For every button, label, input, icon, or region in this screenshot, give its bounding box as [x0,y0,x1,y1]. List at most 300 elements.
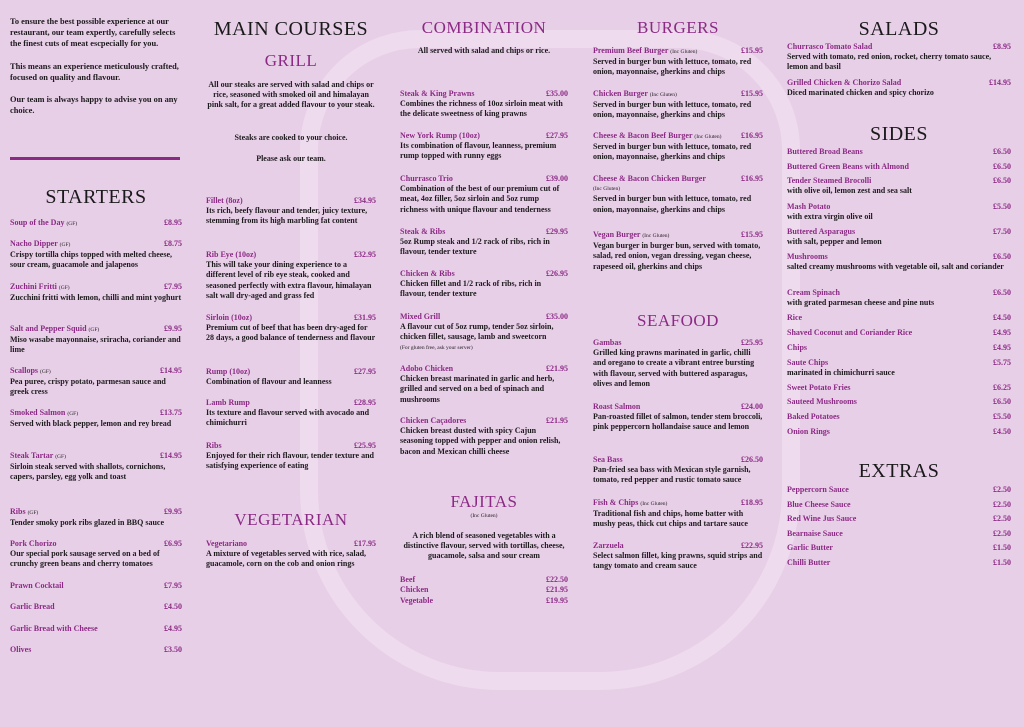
menu-item-row [787,529,1011,539]
menu-item-note: (GF) [55,454,66,460]
menu-item-row [787,500,1011,510]
menu-item-title [10,366,51,377]
column-intro-starters [10,0,182,727]
menu-item-price: £34.95 [354,196,376,205]
menu-item-note: (Inc Gluten) [649,92,677,98]
menu-item-price: £26.50 [741,455,763,464]
menu-item-row [593,402,763,412]
menu-item [10,239,182,271]
menu-item-name: Onion Rings [787,427,830,436]
menu-item-name: Cheese & Bacon Chicken Burger [593,174,706,183]
menu-item-title [787,412,840,422]
menu-item-name: Roast Salmon [593,402,641,411]
menu-item-name: Fish & Chips [593,498,639,507]
menu-item-note: (GF) [67,411,79,417]
menu-item-subnote: (Inc Gluten) [593,186,621,193]
menu-item-description: A mixture of vegetables served with rice, salad, guacamole, corn on the cob and onion rings [206,549,367,569]
menu-item [400,416,568,457]
menu-item-title [593,230,669,241]
menu-item-name: Buttered Green Beans with Almond [787,162,909,171]
menu-item [206,313,376,344]
menu-item [787,162,1011,172]
menu-item-title [206,313,252,323]
menu-item-price: £4.95 [993,328,1011,337]
menu-item-description: Combination of the best of our premium cut of meat, 4oz filler, 5oz sirloin and 5oz rump richness with unique flavour and tenderness [400,184,560,214]
menu-item [787,383,1011,393]
menu-item-name: Sweet Potato Fries [787,383,851,392]
menu-item-price: £25.95 [354,441,376,450]
menu-item-row [593,89,763,100]
menu-item-row [787,514,1011,524]
menu-item-row [10,581,182,591]
menu-item-title [787,397,857,407]
menu-item-row [10,239,182,250]
menu-item-row [10,539,182,549]
menu-item-title [787,558,830,568]
menu-item-price: £13.75 [160,408,182,417]
menu-item [787,412,1011,422]
menu-item-name: Pork Chorizo [10,539,57,548]
menu-item-row [787,328,1011,338]
menu-item-row [10,451,182,462]
menu-item [593,46,763,78]
menu-item-note: (GF) [66,221,78,227]
seafood-title: SEAFOOD [637,311,719,330]
menu-item [787,358,1011,378]
menu-item-title [400,269,455,279]
menu-item-row [400,174,568,184]
menu-item [10,539,182,570]
menu-item-row [400,596,568,606]
menu-item-description: Enjoyed for their rich flavour, tender texture and satisfying experience of eating [206,451,374,471]
menu-item-note: (GF) [40,369,51,375]
grill-intro: All our steaks are served with salad and chips or rice, seasoned with smoked oil and himalayan pink salt, for a great added flavour to your steak. [207,80,375,110]
menu-item-name: Baked Potatoes [787,412,840,421]
menu-item-note: (GF) [88,327,100,333]
menu-item-title [10,451,66,462]
menu-item-row [787,558,1011,568]
menu-item-description: Served with tomato, red onion, rocket, cherry tomato sauce, lemon and basil [787,52,992,72]
menu-item-price: £15.95 [741,230,763,239]
menu-item-description: A flavour cut of 5oz rump, tender 5oz sirloin, chicken fillet, sausage, lamb and sweetcorn [400,322,554,342]
menu-item-price: £6.25 [993,383,1011,392]
menu-item-price: £4.50 [993,313,1011,322]
menu-item-name: Ribs [10,507,26,516]
menu-item-note: (GF) [58,285,70,291]
menu-item-row [787,427,1011,437]
menu-item-name: Smoked Salmon [10,408,66,417]
menu-item-name: Steak Tartar [10,451,54,460]
menu-item-title [206,250,256,260]
menu-item-title [206,196,243,206]
menu-item-row [787,412,1011,422]
menu-item [10,324,182,356]
menu-item-description: Chicken breast dusted with spicy Cajun seasoning topped with pepper and onion relish, bacon and Mexican chilli cheese [400,426,561,456]
menu-item-description: with olive oil, lemon zest and sea salt [787,186,912,196]
menu-item-row [787,147,1011,157]
menu-item-description: Served in burger bun with lettuce, tomato, red onion, mayonnaise, gherkins and chips [593,100,752,120]
menu-item-title [10,507,38,518]
menu-item-row [593,230,763,241]
menu-item [10,408,182,429]
menu-item-name: Zarzuela [593,541,624,550]
menu-item-name: Steak & King Prawns [400,89,475,98]
menu-item-name: Steak & Ribs [400,227,446,236]
menu-item-price: £28.95 [354,398,376,407]
menu-item-row [787,78,1011,88]
menu-item-price: £7.95 [164,282,182,291]
menu-item-title [206,539,247,549]
menu-item-price: £22.50 [546,575,568,584]
menu-item-row [10,507,182,518]
menu-item-description: with salt, pepper and lemon [787,237,882,247]
menu-item-subnote: (For gluten free, ask your server) [400,344,473,351]
menu-item-description: Served in burger bun with lettuce, tomato, red onion, mayonnaise, gherkins and chips [593,142,752,162]
menu-item [400,174,568,215]
menu-item-name: Chicken Burger [593,89,648,98]
menu-item [593,498,763,530]
menu-item-name: Saute Chips [787,358,829,367]
menu-item-description: Our special pork sausage served on a bed of crunchy green beans and cherry tomatoes [10,549,160,569]
menu-item-price: £32.95 [354,250,376,259]
menu-item-price: £2.50 [993,500,1011,509]
menu-item-price: £4.95 [164,624,182,633]
menu-item-row [206,250,376,260]
menu-item-row [787,397,1011,407]
menu-item [10,366,182,398]
grill-note: Steaks are cooked to your choice. [234,133,348,142]
menu-item-row [787,202,1011,212]
menu-item-title [206,398,250,408]
menu-item-row [593,46,763,57]
menu-item-name: Vegetable [400,596,434,605]
menu-item-row [787,42,1011,52]
menu-item-row [206,539,376,549]
divider [10,157,180,160]
menu-item [787,42,1011,73]
menu-item-note: (Inc Gluten) [670,49,698,55]
menu-item [400,575,568,585]
menu-item-price: £6.50 [993,147,1011,156]
menu-item-title [787,313,802,323]
menu-item-title [787,514,856,524]
menu-item [593,541,763,572]
menu-item-price: £35.00 [546,89,568,98]
menu-item-description: Served with black pepper, lemon and rey bread [10,419,172,429]
menu-item [787,558,1011,568]
menu-item-row [400,312,568,322]
menu-item-price: £14.95 [160,366,182,375]
menu-item-price: £18.95 [741,498,763,507]
menu-item-price: £15.95 [741,46,763,55]
menu-item [787,427,1011,437]
menu-item-row [206,313,376,323]
menu-item-name: Salt and Pepper Squid [10,324,87,333]
menu-item [10,507,182,528]
menu-item-price: £7.95 [164,581,182,590]
menu-item-row [787,313,1011,323]
menu-item-description: Zucchini fritti with lemon, chilli and mint yoghurt [10,293,182,303]
menu-item [787,343,1011,353]
menu-item-row [400,131,568,141]
menu-item-price: £14.95 [160,451,182,460]
menu-item-price: £27.95 [546,131,568,140]
menu-item-name: Sauteed Mushrooms [787,397,857,406]
menu-item-title [787,78,901,88]
menu-item [787,328,1011,338]
menu-item-row [206,196,376,206]
menu-item-name: Garlic Butter [787,543,833,552]
menu-item-name: Cream Spinach [787,288,840,297]
menu-item [206,539,376,570]
menu-item-name: Mash Potato [787,202,831,211]
menu-item-name: Premium Beef Burger [593,46,669,55]
combination-title: COMBINATION [421,18,547,37]
menu-item-row [206,441,376,451]
menu-item [206,367,376,387]
menu-item-price: £39.00 [546,174,568,183]
menu-item-name: Sea Bass [593,455,623,464]
menu-item-name: Scallops [10,366,39,375]
starters-title: STARTERS [45,186,147,208]
menu-item-price: £6.50 [993,397,1011,406]
menu-item [400,269,568,300]
menu-item-row [10,602,182,612]
menu-item-row [787,176,1011,186]
menu-item-row [206,398,376,408]
menu-item-price: £25.95 [741,338,763,347]
menu-item [206,398,376,429]
menu-item [787,78,1011,98]
menu-item-title [10,282,70,293]
menu-item [10,581,182,591]
menu-item [787,288,1011,308]
menu-item [787,227,1011,247]
menu-item-row [400,416,568,426]
menu-item-title [593,541,624,551]
menu-item-name: Sirloin (10oz) [206,313,252,322]
menu-item-name: Peppercorn Sauce [787,485,849,494]
menu-item-name: Garlic Bread [10,602,55,611]
menu-item-title [787,500,851,510]
menu-item-title [787,358,828,368]
column-combination [400,0,568,727]
menu-item-price: £27.95 [354,367,376,376]
menu-item-title [10,539,56,549]
menu-item-price: £17.95 [354,539,376,548]
menu-item-price: £2.50 [993,514,1011,523]
menu-item [787,485,1011,495]
menu-item-title [400,227,445,237]
menu-item-title [400,575,415,585]
menu-item-description: 5oz Rump steak and 1/2 rack of ribs, rich in flavour, tender texture [400,237,550,257]
menu-item-row [10,366,182,377]
menu-item-note: (Inc Gluten) [640,501,668,507]
menu-item-title [787,383,851,393]
menu-item [10,451,182,483]
menu-item-price: £9.95 [164,507,182,516]
menu-item-price: £31.95 [354,313,376,322]
menu-item-row [787,543,1011,553]
menu-item-price: £5.50 [993,202,1011,211]
menu-item-description: Pea puree, crispy potato, parmesan sauce and greek cress [10,377,166,397]
menu-item-description: This will take your dining experience to a different level of rib eye steak, cooked and seasoned perfectly with extra flavour, himalayan salt wall dry-aged and grass fed [206,260,372,300]
menu-item-price: £19.95 [546,596,568,605]
menu-item-description: marinated in chimichurri sauce [787,368,895,378]
menu-item-title [593,46,697,57]
menu-item-name: Blue Cheese Sauce [787,500,851,509]
intro-paragraph: This means an experience meticulously crafted, focused on quality and flavour. [10,61,179,82]
menu-item-name: Chilli Butter [787,558,831,567]
menu-item-note: (GF) [27,510,39,516]
menu-item [787,147,1011,157]
menu-item-price: £21.95 [546,364,568,373]
menu-item-name: Beef [400,575,416,584]
menu-item-price: £8.95 [993,42,1011,51]
menu-item [206,441,376,472]
menu-item-name: Churrasco Trio [400,174,453,183]
menu-item-name: Rib Eye (10oz) [206,250,257,259]
vegetarian-title: VEGETARIAN [234,510,348,529]
menu-item-title [10,645,31,655]
menu-item-title [10,239,70,250]
menu-item [206,196,376,227]
menu-item [206,250,376,301]
menu-item-row [593,541,763,551]
menu-item-title [400,585,428,595]
menu-item-row [787,383,1011,393]
menu-item-title [400,364,453,374]
menu-item-title [593,131,721,142]
column-salads-sides-extras [787,0,1011,727]
menu-item-row [400,269,568,279]
menu-item [10,218,182,229]
menu-item-name: Olives [10,645,32,654]
menu-item-price: £1.50 [993,543,1011,552]
menu-item-description: Sirloin steak served with shallots, cornichons, capers, parsley, egg yolk and toast [10,462,166,482]
menu-item-row [787,162,1011,172]
menu-item-row [787,485,1011,495]
menu-item-title [206,441,222,451]
grill-note: Please ask our team. [256,154,326,163]
menu-item-price: £1.50 [993,558,1011,567]
menu-item-note: (Inc Gluten) [642,233,670,239]
menu-item-description: with extra virgin olive oil [787,212,873,222]
menu-item-name: Fillet (8oz) [206,196,243,205]
sides-title: SIDES [869,123,929,145]
menu-item-price: £6.95 [164,539,182,548]
menu-item-title [400,416,466,426]
menu-item-name: Buttered Broad Beans [787,147,863,156]
menu-item-description: Its combination of flavour, leanness, premium rump topped with runny eggs [400,141,557,161]
menu-item-name: Mixed Grill [400,312,441,321]
menu-item-name: Rump (10oz) [206,367,251,376]
menu-item [400,227,568,258]
menu-item-row [787,358,1011,368]
menu-item-name: Zuchini Fritti [10,282,57,291]
menu-item-title [400,89,474,99]
menu-item [787,252,1011,272]
menu-item-title [400,174,453,184]
menu-item-name: Rice [787,313,803,322]
menu-item-row [400,585,568,595]
menu-item-price: £16.95 [741,174,763,183]
menu-item [787,543,1011,553]
menu-item-description: with grated parmesan cheese and pine nuts [787,298,935,308]
menu-item-note: (GF) [59,242,71,248]
combination-intro: All served with salad and chips or rice. [417,46,551,55]
menu-item-price: £6.50 [993,176,1011,185]
menu-item-row [400,575,568,585]
menu-item-title [593,455,623,465]
menu-item-price: £4.50 [164,602,182,611]
menu-item-description: Its rich, beefy flavour and tender, juicy texture, stemming from its high marbling fat content [206,206,368,226]
menu-item-title [787,162,909,172]
menu-item-description: Combines the richness of 10oz sirloin meat with the delicate sweetness of king prawns [400,99,563,119]
menu-item-price: £6.50 [993,162,1011,171]
menu-item [10,282,182,303]
menu-item [10,645,182,655]
menu-item-description: Served in burger bun with lettuce, tomato, red onion, mayonnaise, gherkins and chips [593,194,752,214]
menu-item-row [10,282,182,293]
menu-item-name: Adobo Chicken [400,364,454,373]
menu-item-name: Vegetariano [206,539,248,548]
menu-item-price: £4.50 [993,427,1011,436]
menu-item-title [593,402,640,412]
menu-item-description: salted creamy mushrooms with vegetable oil, salt and coriander [787,262,1004,272]
menu-item-description: Pan-roasted fillet of salmon, tender stem broccoli, pink peppercorn hollandaise sauce and lemon [593,412,763,432]
menu-item-name: Grilled Chicken & Chorizo Salad [787,78,902,87]
intro-paragraph: Our team is always happy to advise you on any choice. [10,95,178,116]
menu-item-name: Bearnaise Sauce [787,529,843,538]
menu-item-price: £35.00 [546,312,568,321]
menu-item-title [400,596,433,606]
menu-item-name: Prawn Cocktail [10,581,64,590]
menu-item-row [787,227,1011,237]
menu-item-price: £8.95 [164,218,182,227]
menu-item-title [787,202,830,212]
menu-item-title [593,89,677,100]
menu-item-title [206,367,250,377]
menu-item-name: Red Wine Jus Sauce [787,514,857,523]
menu-item-row [10,645,182,655]
menu-item-title [10,408,78,419]
menu-item [10,602,182,612]
fajitas-note: (Inc Gluten) [470,513,498,519]
menu-item-title [400,131,480,141]
extras-title: EXTRAS [858,460,940,482]
menu-item-row [400,364,568,374]
menu-item [787,313,1011,323]
menu-item [593,89,763,121]
menu-item [787,529,1011,539]
menu-item [400,312,568,353]
menu-item-price: £6.50 [993,288,1011,297]
menu-item-name: Shaved Coconut and Coriander Rice [787,328,913,337]
menu-item-name: Nacho Dipper [10,239,58,248]
burgers-title: BURGERS [637,18,719,37]
menu-item-price: £2.50 [993,485,1011,494]
menu-item-price: £15.95 [741,89,763,98]
menu-item-title [787,147,863,157]
menu-item [593,174,763,215]
menu-item-name: Vegan Burger [593,230,641,239]
menu-item-description: Diced marinated chicken and spicy chorizo [787,88,934,98]
menu-item-description: Combination of flavour and leanness [206,377,332,387]
menu-item-row [400,89,568,99]
menu-item [400,89,568,120]
menu-item-price: £14.95 [989,78,1011,87]
